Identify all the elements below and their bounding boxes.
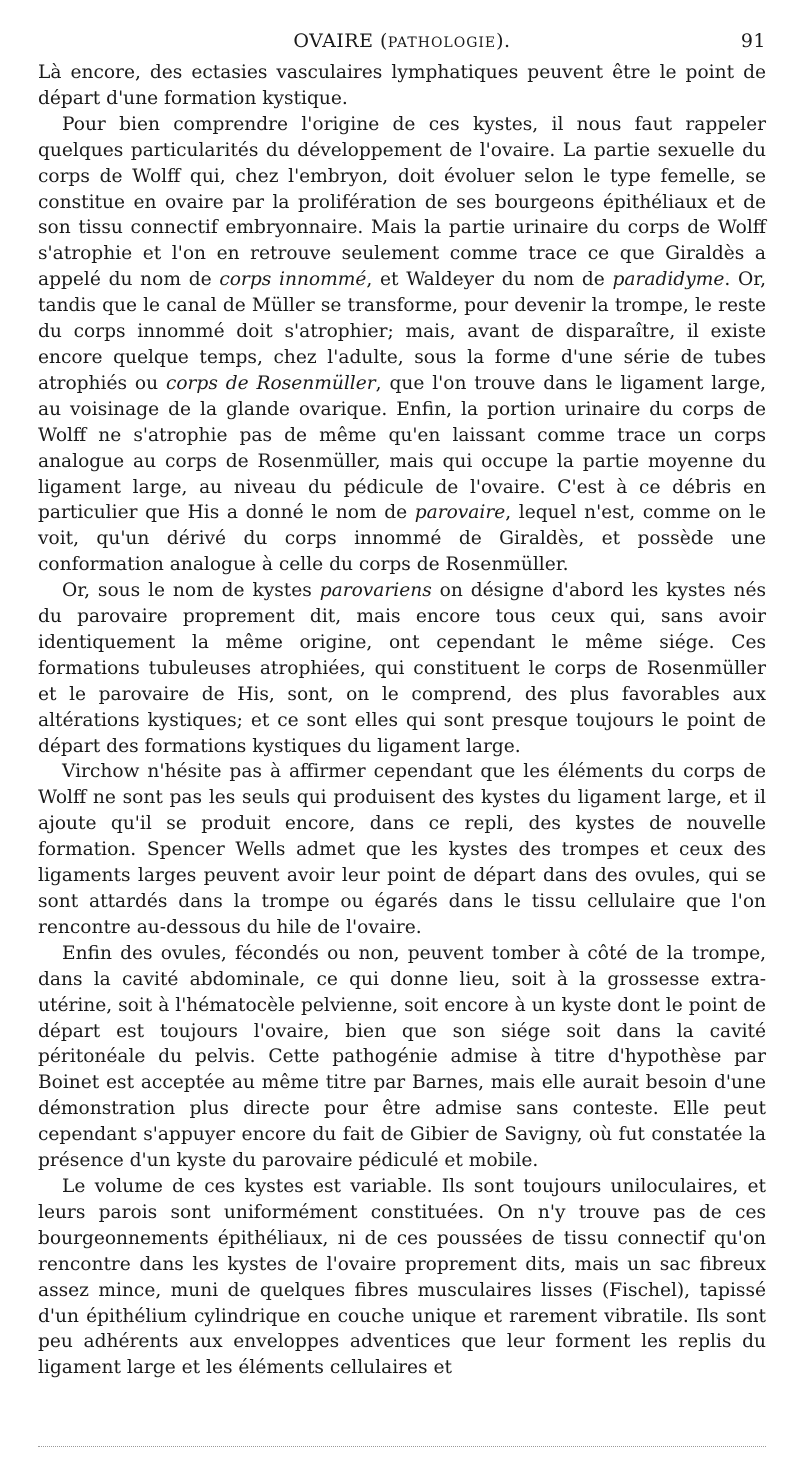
running-head-main: OVAIRE (293, 30, 374, 52)
text-run: Virchow n'hésite pas à affirmer cependant que les éléments du corps de Wolff ne sont pas les seuls qui produisent des kystes du ligament large, et il ajoute qu'il se produit encore, dans ce repli, des kystes de nouvelle formation. Spencer Wells admet que les kystes des trompes et ceux des ligaments larges peuvent avoir leur point de départ dans des ovules, qui se sont attardés dans la trompe ou égarés dans le tissu cellulaire que l'on rencontre au-dessous du hile de l'ovaire. (38, 761, 766, 938)
paragraph (38, 578, 766, 759)
italic-term: paradidyme (612, 269, 725, 291)
text-run: Là encore, des ectasies vasculaires lymphatiques peuvent être le point de départ d'une formation kystique. (38, 62, 766, 109)
italic-term: parovariens (319, 580, 432, 602)
text-run: Or, sous le nom de kystes (62, 580, 320, 602)
italic-term: corps de Rosenmüller (165, 372, 376, 394)
paragraph (38, 60, 766, 112)
body-text (38, 60, 766, 1381)
paragraph (38, 759, 766, 940)
running-head-open: ( (373, 30, 388, 52)
page-number: 91 (740, 30, 766, 52)
paragraph (38, 941, 766, 1174)
running-head-close: ). (496, 30, 511, 52)
running-head (38, 30, 766, 52)
text-run: Le volume de ces kystes est variable. Ils sont toujours uniloculaires, et leurs parois sont uniformément constituées. On n'y trouve pas de ces bourgeonnements épithéliaux, ni de ces poussées de tissu connectif qu'on rencontre dans les kystes de l'ovaire proprement dits, mais un sac fibreux assez mince, muni de quelques fibres musculaires lisses (Fischel), tapissé d'un épithélium cylindrique en couche unique et rarement vibratile. Ils sont peu adhérents aux enveloppes adventices que leur forment les replis du ligament large et les éléments cellulaires et (38, 1175, 766, 1379)
text-run: , et Waldeyer du nom de (366, 269, 613, 291)
text-run: on désigne d'abord les kystes nés du parovaire proprement dit, mais encore tous ceux qui, sans avoir identiquement la même origine, ont cependant le même siége. Ces formations tubuleuses atrophiées, qui constituent le corps de Rosenmüller et le parovaire de His, sont, on le comprend, des plus favorables aux altérations kystiques; et ce sont elles qui sont presque toujours le point de départ des formations kystiques du ligament large. (38, 580, 766, 757)
text-run: Pour bien comprendre l'origine de ces kystes, il nous faut rappeler quelques particularités du développement de l'ovaire. La partie sexuelle du corps de Wolff qui, chez l'embryon, doit évoluer selon le type femelle, se constitue en ovaire par la prolifération de ses bourgeons épithéliaux et de son tissu connectif embryonnaire. Mais la partie urinaire du corps de Wolff s'atrophie et l'on en retrouve seulement comme trace ce que Giraldès a appelé du nom de (38, 113, 766, 291)
italic-term: corps innommé (219, 269, 367, 291)
text-run: , que l'on trouve dans le ligament large, au voisinage de la glande ovarique. Enfin, la portion urinaire du corps de Wolff ne s'atrophie pas de même qu'en laissant comme trace un corps analogue au corps de Rosenmüller, mais qui occupe la partie moyenne du ligament large, au niveau du pédicule de l'ovaire. C'est à ce débris en particulier que His a donné le nom de (38, 372, 766, 524)
italic-term: parovaire (414, 502, 506, 524)
running-head-subtitle: PATHOLOGIE (387, 35, 497, 51)
text-run: . Or, tandis que le canal de Müller se transforme, pour devenir la trompe, le reste du corps innommé doit s'atrophier; mais, avant de disparaître, il existe encore quelque temps, chez l'adulte, sous la forme d'une série de tubes atrophiés ou (38, 269, 766, 394)
paragraph (38, 112, 766, 578)
text-run: Enfin des ovules, fécondés ou non, peuvent tomber à côté de la trompe, dans la cavité abdominale, ce qui donne lieu, soit à la grossesse extra-utérine, soit à l'hématocèle pelvienne, soit encore à un kyste dont le point de départ est toujours l'ovaire, bien que son siége soit dans la cavité péritonéale du pelvis. Cette pathogénie admise à titre d'hypothèse par Boinet est acceptée au même titre par Barnes, mais elle aurait besoin d'une démonstration plus directe pour être admise sans conteste. Elle peut cependant s'appuyer encore du fait de Gibier de Savigny, où fut constatée la présence d'un kyste du parovaire pédiculé et mobile. (38, 942, 766, 1172)
footer-dotted-rule (38, 1446, 766, 1447)
text-run: , lequel n'est, comme on le voit, qu'un dérivé du corps innommé de Giraldès, et possède une conformation analogue à celle du corps de Rosenmüller. (38, 502, 766, 576)
paragraph (38, 1174, 766, 1381)
page-header (38, 26, 766, 60)
document-page (38, 26, 766, 1381)
